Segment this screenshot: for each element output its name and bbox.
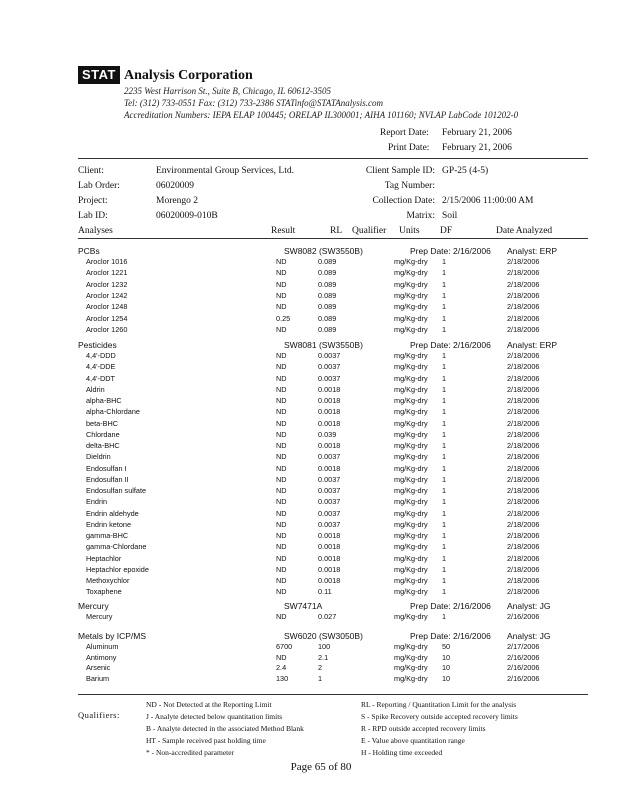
- analyte-df: 1: [442, 475, 447, 484]
- col-header-analyses: Analyses: [78, 226, 113, 236]
- analyte-units: mg/Kg-dry: [394, 674, 428, 683]
- analyte-units: mg/Kg-dry: [394, 314, 428, 323]
- analyte-name: Aroclor 1221: [86, 268, 128, 277]
- analyte-name: Endosulfan II: [86, 475, 129, 484]
- analyte-date-analyzed: 2/18/2006: [507, 509, 540, 518]
- group-name: Metals by ICP/MS: [78, 631, 147, 641]
- analyte-date-analyzed: 2/18/2006: [507, 407, 540, 416]
- analyte-rl: 0.089: [318, 291, 337, 300]
- analyte-df: 1: [442, 441, 447, 450]
- analyte-rl: 0.089: [318, 280, 337, 289]
- analyte-units: mg/Kg-dry: [394, 576, 428, 585]
- analyte-name: Aluminum: [86, 642, 119, 651]
- analyte-df: 1: [442, 554, 447, 563]
- analyte-rl: 0.0018: [318, 407, 341, 416]
- analyte-date-analyzed: 2/18/2006: [507, 325, 540, 334]
- analyte-name: Endrin: [86, 497, 108, 506]
- analyte-rl: 0.0037: [318, 486, 341, 495]
- group-prep-date: Prep Date: 2/16/2006: [410, 631, 491, 641]
- col-header-df: DF: [440, 226, 453, 236]
- analyte-date-analyzed: 2/18/2006: [507, 464, 540, 473]
- analyte-result: ND: [276, 576, 287, 585]
- client-value: Environmental Group Services, Ltd.: [156, 166, 294, 176]
- group-method: SW8081 (SW3550B): [284, 340, 363, 350]
- analyte-units: mg/Kg-dry: [394, 385, 428, 394]
- analyte-rl: 100: [318, 642, 331, 651]
- group-name: Pesticides: [78, 340, 117, 350]
- print-date: February 21, 2006: [442, 143, 512, 153]
- analyte-result: ND: [276, 441, 287, 450]
- group-name: Mercury: [78, 601, 109, 611]
- col-header-result: Result: [271, 226, 296, 236]
- analyte-df: 10: [442, 653, 451, 662]
- qualifier-definition: S - Spike Recovery outside accepted recovery limits: [361, 712, 518, 721]
- analyte-df: 1: [442, 576, 447, 585]
- analyte-result: ND: [276, 587, 287, 596]
- analyte-name: Mercury: [86, 612, 113, 621]
- analyte-date-analyzed: 2/16/2006: [507, 612, 540, 621]
- group-analyst: Analyst: ERP: [507, 340, 558, 350]
- analyte-df: 10: [442, 663, 451, 672]
- group-analyst: Analyst: JG: [507, 601, 551, 611]
- report-date: February 21, 2006: [442, 128, 512, 138]
- col-header-rl: RL: [330, 226, 343, 236]
- lab-id-value: 06020009-010B: [156, 211, 218, 221]
- analyte-result: ND: [276, 475, 287, 484]
- analyte-result: ND: [276, 531, 287, 540]
- analyte-result: ND: [276, 452, 287, 461]
- analyte-name: Aroclor 1232: [86, 280, 128, 289]
- analyte-name: Aroclor 1248: [86, 302, 128, 311]
- analyte-units: mg/Kg-dry: [394, 554, 428, 563]
- analyte-date-analyzed: 2/18/2006: [507, 351, 540, 360]
- group-analyst: Analyst: ERP: [507, 246, 558, 256]
- analyte-df: 50: [442, 642, 451, 651]
- report-date-label: Report Date:: [380, 128, 429, 138]
- analyte-date-analyzed: 2/18/2006: [507, 362, 540, 371]
- analyte-name: alpha-BHC: [86, 396, 122, 405]
- qualifier-definition: R - RPD outside accepted recovery limits: [361, 724, 486, 733]
- analyte-name: Chlordane: [86, 430, 120, 439]
- analyte-rl: 0.089: [318, 268, 337, 277]
- analyte-df: 1: [442, 452, 447, 461]
- analyte-units: mg/Kg-dry: [394, 396, 428, 405]
- analyte-rl: 0.0037: [318, 497, 341, 506]
- analyte-rl: 0.089: [318, 314, 337, 323]
- analyte-units: mg/Kg-dry: [394, 653, 428, 662]
- analyte-df: 1: [442, 314, 447, 323]
- analyte-date-analyzed: 2/18/2006: [507, 565, 540, 574]
- analyte-name: alpha-Chlordane: [86, 407, 140, 416]
- analyte-result: ND: [276, 520, 287, 529]
- analyte-df: 1: [442, 291, 447, 300]
- analyte-rl: 0.0037: [318, 374, 341, 383]
- analyte-units: mg/Kg-dry: [394, 587, 428, 596]
- company-logo: STAT: [78, 66, 120, 84]
- analyte-date-analyzed: 2/18/2006: [507, 314, 540, 323]
- analyte-df: 1: [442, 302, 447, 311]
- analyte-name: Aroclor 1254: [86, 314, 128, 323]
- analyte-df: 1: [442, 419, 447, 428]
- analyte-result: ND: [276, 419, 287, 428]
- analyte-units: mg/Kg-dry: [394, 302, 428, 311]
- analyte-date-analyzed: 2/17/2006: [507, 642, 540, 651]
- analyte-df: 1: [442, 374, 447, 383]
- analyte-rl: 0.089: [318, 302, 337, 311]
- analyte-units: mg/Kg-dry: [394, 280, 428, 289]
- analyte-units: mg/Kg-dry: [394, 509, 428, 518]
- group-prep-date: Prep Date: 2/16/2006: [410, 340, 491, 350]
- analyte-df: 1: [442, 464, 447, 473]
- analyte-name: Endrin aldehyde: [86, 509, 139, 518]
- analyte-result: ND: [276, 430, 287, 439]
- group-method: SW8082 (SW3550B): [284, 246, 363, 256]
- analyte-name: Endrin ketone: [86, 520, 132, 529]
- analyte-date-analyzed: 2/16/2006: [507, 653, 540, 662]
- analyte-result: ND: [276, 486, 287, 495]
- analyte-name: Heptachlor epoxide: [86, 565, 149, 574]
- analyte-df: 1: [442, 362, 447, 371]
- analyte-result: ND: [276, 612, 287, 621]
- analyte-rl: 0.0018: [318, 542, 341, 551]
- analyte-name: 4,4'-DDD: [86, 351, 116, 360]
- analyte-date-analyzed: 2/18/2006: [507, 475, 540, 484]
- analyte-date-analyzed: 2/18/2006: [507, 280, 540, 289]
- qualifier-definition: RL - Reporting / Quantitation Limit for the analysis: [361, 700, 517, 709]
- analyte-rl: 0.089: [318, 325, 337, 334]
- analyte-rl: 0.0018: [318, 419, 341, 428]
- analyte-result: ND: [276, 554, 287, 563]
- analyte-units: mg/Kg-dry: [394, 291, 428, 300]
- analyte-date-analyzed: 2/18/2006: [507, 419, 540, 428]
- analyte-units: mg/Kg-dry: [394, 663, 428, 672]
- analyte-df: 1: [442, 509, 447, 518]
- analyte-result: ND: [276, 351, 287, 360]
- analyte-rl: 0.089: [318, 257, 337, 266]
- qualifier-definition: HT - Sample received past holding time: [146, 736, 266, 745]
- analyte-rl: 0.0037: [318, 351, 341, 360]
- analyte-df: 1: [442, 268, 447, 277]
- group-analyst: Analyst: JG: [507, 631, 551, 641]
- analyte-date-analyzed: 2/18/2006: [507, 587, 540, 596]
- analyte-units: mg/Kg-dry: [394, 362, 428, 371]
- analyte-date-analyzed: 2/18/2006: [507, 554, 540, 563]
- analyte-units: mg/Kg-dry: [394, 612, 428, 621]
- analyte-result: ND: [276, 565, 287, 574]
- analyte-df: 1: [442, 565, 447, 574]
- analyte-df: 1: [442, 351, 447, 360]
- analyte-units: mg/Kg-dry: [394, 441, 428, 450]
- group-prep-date: Prep Date: 2/16/2006: [410, 246, 491, 256]
- analyte-units: mg/Kg-dry: [394, 520, 428, 529]
- qualifiers-label: Qualifiers:: [78, 710, 120, 720]
- analyte-units: mg/Kg-dry: [394, 407, 428, 416]
- analyte-result: ND: [276, 385, 287, 394]
- analyte-name: gamma-BHC: [86, 531, 129, 540]
- analyte-rl: 0.027: [318, 612, 337, 621]
- analyte-result: ND: [276, 464, 287, 473]
- analyte-name: 4,4'-DDT: [86, 374, 115, 383]
- analyte-date-analyzed: 2/18/2006: [507, 291, 540, 300]
- analyte-date-analyzed: 2/18/2006: [507, 542, 540, 551]
- analyte-units: mg/Kg-dry: [394, 464, 428, 473]
- analyte-units: mg/Kg-dry: [394, 565, 428, 574]
- analyte-date-analyzed: 2/18/2006: [507, 430, 540, 439]
- analyte-name: delta-BHC: [86, 441, 120, 450]
- analyte-date-analyzed: 2/18/2006: [507, 497, 540, 506]
- qualifier-definition: B - Analyte detected in the associated Method Blank: [146, 724, 304, 733]
- company-name: Analysis Corporation: [124, 68, 253, 83]
- analyte-df: 1: [442, 486, 447, 495]
- analyte-rl: 0.0018: [318, 385, 341, 394]
- collection-date-value: 2/15/2006 11:00:00 AM: [442, 196, 534, 206]
- project-label: Project:: [78, 196, 108, 206]
- analyte-name: 4,4'-DDE: [86, 362, 116, 371]
- analyte-date-analyzed: 2/18/2006: [507, 374, 540, 383]
- analyte-units: mg/Kg-dry: [394, 268, 428, 277]
- analyte-units: mg/Kg-dry: [394, 531, 428, 540]
- analyte-rl: 2: [318, 663, 323, 672]
- analyte-name: gamma-Chlordane: [86, 542, 147, 551]
- analyte-df: 1: [442, 385, 447, 394]
- analyte-result: ND: [276, 542, 287, 551]
- analyte-name: Toxaphene: [86, 587, 122, 596]
- analyte-df: 1: [442, 407, 447, 416]
- analyte-df: 1: [442, 520, 447, 529]
- analyte-df: 1: [442, 587, 447, 596]
- analyte-units: mg/Kg-dry: [394, 351, 428, 360]
- analyte-units: mg/Kg-dry: [394, 452, 428, 461]
- analyte-name: Arsenic: [86, 663, 111, 672]
- analyte-result: ND: [276, 291, 287, 300]
- client-label: Client:: [78, 166, 104, 176]
- analyte-df: 1: [442, 257, 447, 266]
- col-header-date-analyzed: Date Analyzed: [496, 226, 553, 236]
- analyte-result: ND: [276, 396, 287, 405]
- analyte-units: mg/Kg-dry: [394, 642, 428, 651]
- analyte-df: 1: [442, 612, 447, 621]
- company-address: 2235 West Harrison St., Suite B, Chicago, IL 60612-3505: [124, 86, 332, 96]
- analyte-date-analyzed: 2/18/2006: [507, 396, 540, 405]
- client-sample-id-value: GP-25 (4-5): [442, 166, 489, 176]
- analyte-result: 6700: [276, 642, 293, 651]
- analyte-date-analyzed: 2/18/2006: [507, 302, 540, 311]
- analyte-rl: 0.0018: [318, 464, 341, 473]
- analyte-result: 130: [276, 674, 289, 683]
- analyte-date-analyzed: 2/18/2006: [507, 268, 540, 277]
- analyte-rl: 2.1: [318, 653, 329, 662]
- analyte-units: mg/Kg-dry: [394, 257, 428, 266]
- analyte-result: 0.25: [276, 314, 291, 323]
- analyte-name: Methoxychlor: [86, 576, 130, 585]
- analyte-units: mg/Kg-dry: [394, 430, 428, 439]
- analyte-df: 1: [442, 396, 447, 405]
- project-value: Morengo 2: [156, 196, 198, 206]
- analyte-result: ND: [276, 325, 287, 334]
- group-method: SW6020 (SW3050B): [284, 631, 363, 641]
- company-contact: Tel: (312) 733-0551 Fax: (312) 733-2386 STATinfo@STATAnalysis.com: [124, 98, 384, 108]
- analyte-df: 1: [442, 531, 447, 540]
- accreditation-numbers: Accreditation Numbers: IEPA ELAP 100445; ORELAP IL300001; AIHA 101160; NVLAP LabCode 101202-0: [124, 110, 519, 120]
- analyte-date-analyzed: 2/18/2006: [507, 531, 540, 540]
- divider: [78, 694, 588, 695]
- analyte-rl: 0.0018: [318, 554, 341, 563]
- analyte-rl: 0.0018: [318, 576, 341, 585]
- analyte-df: 1: [442, 325, 447, 334]
- analyte-result: ND: [276, 280, 287, 289]
- analyte-rl: 0.0037: [318, 362, 341, 371]
- tag-number-label: Tag Number:: [384, 181, 435, 191]
- analyte-result: ND: [276, 374, 287, 383]
- page-number: Page 65 of 80: [290, 761, 352, 773]
- group-name: PCBs: [78, 246, 100, 256]
- analyte-units: mg/Kg-dry: [394, 497, 428, 506]
- analyte-df: 1: [442, 542, 447, 551]
- analyte-name: Endosulfan sulfate: [86, 486, 147, 495]
- analyte-rl: 0.0037: [318, 509, 341, 518]
- analyte-result: ND: [276, 509, 287, 518]
- analyte-units: mg/Kg-dry: [394, 486, 428, 495]
- analyte-units: mg/Kg-dry: [394, 419, 428, 428]
- analyte-result: ND: [276, 407, 287, 416]
- analyte-result: ND: [276, 362, 287, 371]
- analyte-rl: 0.0037: [318, 475, 341, 484]
- print-date-label: Print Date:: [388, 143, 430, 153]
- col-header-units: Units: [399, 226, 420, 236]
- divider: [78, 238, 588, 239]
- analyte-df: 1: [442, 430, 447, 439]
- analyte-rl: 0.0018: [318, 396, 341, 405]
- analyte-date-analyzed: 2/16/2006: [507, 674, 540, 683]
- group-prep-date: Prep Date: 2/16/2006: [410, 601, 491, 611]
- analyte-date-analyzed: 2/18/2006: [507, 441, 540, 450]
- analyte-result: ND: [276, 257, 287, 266]
- analyte-name: Heptachlor: [86, 554, 122, 563]
- client-sample-id-label: Client Sample ID:: [365, 166, 435, 176]
- lab-order-label: Lab Order:: [78, 181, 120, 191]
- analyte-rl: 0.0018: [318, 441, 341, 450]
- analyte-name: Barium: [86, 674, 110, 683]
- analyte-rl: 0.0037: [318, 452, 341, 461]
- collection-date-label: Collection Date:: [372, 196, 435, 206]
- analyte-units: mg/Kg-dry: [394, 542, 428, 551]
- analyte-result: 2.4: [276, 663, 287, 672]
- lab-id-label: Lab ID:: [78, 211, 108, 221]
- analyte-df: 1: [442, 497, 447, 506]
- qualifier-definition: H - Holding time exceeded: [361, 748, 443, 757]
- scan-noise-dots: [0, 778, 642, 782]
- analyte-date-analyzed: 2/18/2006: [507, 486, 540, 495]
- qualifier-definition: J - Analyte detected below quantitation limits: [146, 712, 283, 721]
- matrix-value: Soil: [442, 211, 458, 221]
- analyte-rl: 0.11: [318, 587, 332, 596]
- analyte-result: ND: [276, 302, 287, 311]
- matrix-label: Matrix:: [406, 211, 435, 221]
- analyte-name: Aroclor 1242: [86, 291, 128, 300]
- analyte-rl: 0.039: [318, 430, 337, 439]
- analyte-rl: 0.0037: [318, 520, 341, 529]
- qualifier-definition: E - Value above quantitation range: [361, 736, 465, 745]
- qualifier-definition: * - Non-accredited parameter: [146, 748, 235, 757]
- analyte-rl: 1: [318, 674, 323, 683]
- analyte-date-analyzed: 2/16/2006: [507, 663, 540, 672]
- analyte-units: mg/Kg-dry: [394, 475, 428, 484]
- analyte-date-analyzed: 2/18/2006: [507, 576, 540, 585]
- analyte-rl: 0.0018: [318, 565, 341, 574]
- analyte-df: 10: [442, 674, 451, 683]
- analyte-result: ND: [276, 497, 287, 506]
- analyte-name: Endosulfan I: [86, 464, 127, 473]
- analyte-units: mg/Kg-dry: [394, 325, 428, 334]
- analyte-name: Dieldrin: [86, 452, 111, 461]
- analyte-name: Aroclor 1016: [86, 257, 128, 266]
- analyte-name: Aroclor 1260: [86, 325, 128, 334]
- analyte-name: Antimony: [86, 653, 117, 662]
- analyte-units: mg/Kg-dry: [394, 374, 428, 383]
- qualifier-definition: ND - Not Detected at the Reporting Limit: [146, 700, 272, 709]
- analyte-name: beta-BHC: [86, 419, 119, 428]
- analyte-date-analyzed: 2/18/2006: [507, 520, 540, 529]
- lab-order-value: 06020009: [156, 181, 194, 191]
- analyte-result: ND: [276, 268, 287, 277]
- analyte-date-analyzed: 2/18/2006: [507, 452, 540, 461]
- divider: [78, 158, 588, 159]
- analyte-name: Aldrin: [86, 385, 105, 394]
- col-header-qualifier: Qualifier: [352, 226, 387, 236]
- analyte-result: ND: [276, 653, 287, 662]
- analyte-date-analyzed: 2/18/2006: [507, 257, 540, 266]
- analyte-rl: 0.0018: [318, 531, 341, 540]
- group-method: SW7471A: [284, 601, 323, 611]
- analyte-date-analyzed: 2/18/2006: [507, 385, 540, 394]
- analyte-df: 1: [442, 280, 447, 289]
